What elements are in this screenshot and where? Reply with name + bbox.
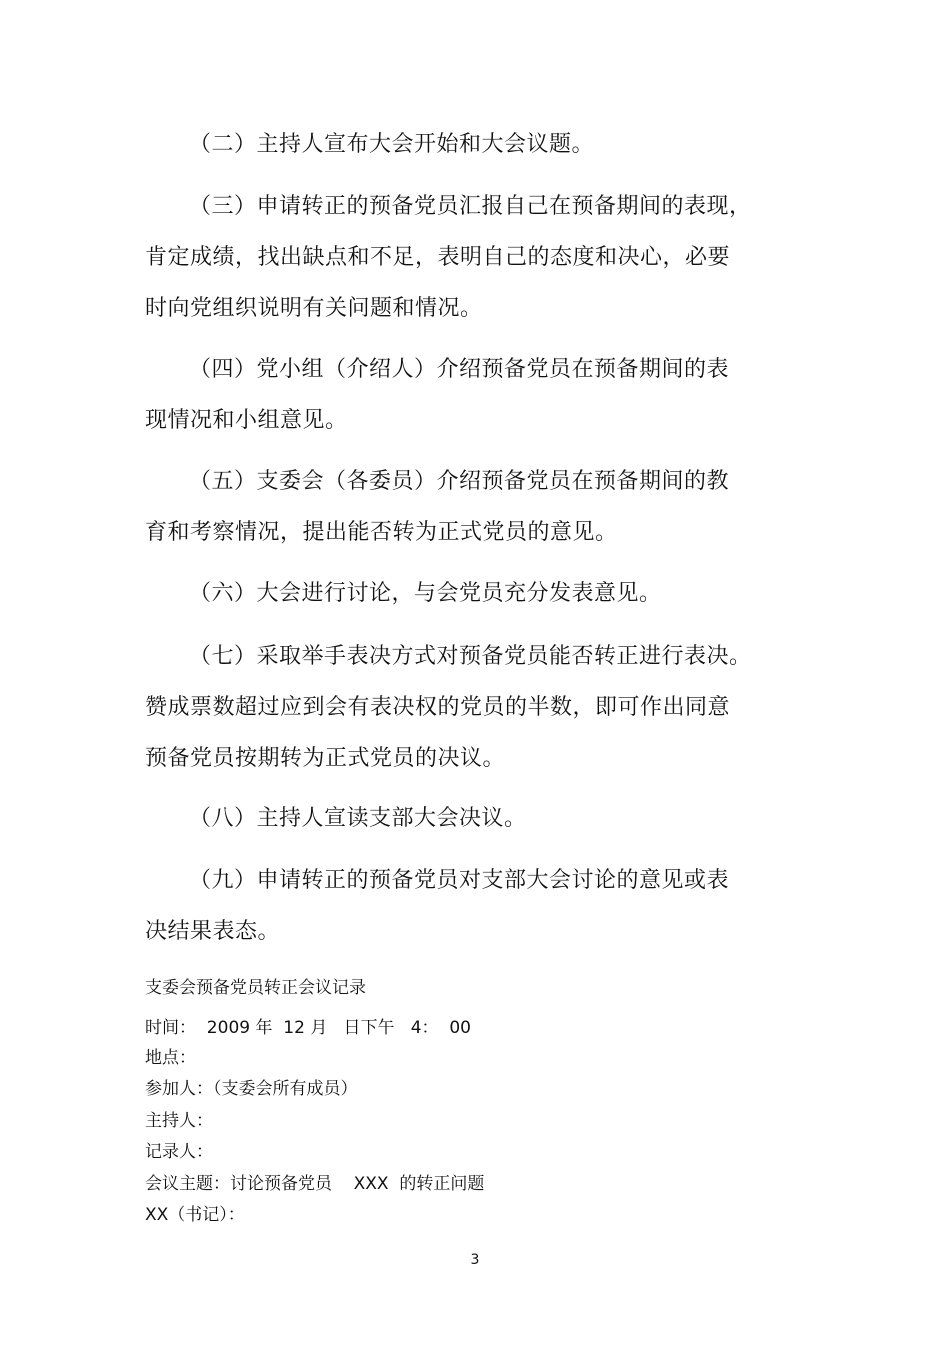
text-line: 肯定成绩，找出缺点和不足，表明自己的态度和决心，必要 <box>145 245 731 270</box>
paragraph-3 <box>145 181 785 334</box>
text-line: （四）党小组（介绍人）介绍预备党员在预备期间的表 <box>189 357 730 382</box>
text-line: （六）大会进行讨论，与会党员充分发表意见。 <box>189 581 662 606</box>
text-line: 现情况和小组意见。 <box>145 408 348 433</box>
text-line: 赞成票数超过应到会有表决权的党员的半数，即可作出同意 <box>145 695 731 720</box>
paragraph-5 <box>145 456 785 558</box>
record-host: 主持人： <box>145 1111 213 1131</box>
paragraph-6 <box>145 568 785 619</box>
paragraph-4 <box>145 344 785 446</box>
text-line: （九）申请转正的预备党员对支部大会讨论的意见或表 <box>189 868 730 893</box>
record-time: 时间： 2009 年 12 月 日下午 4： 00 <box>145 1018 471 1038</box>
paragraph-9 <box>145 855 785 957</box>
paragraph-2 <box>145 119 785 170</box>
text-line: （三）申请转正的预备党员汇报自己在预备期间的表现， <box>189 194 752 219</box>
text-line: 决结果表态。 <box>145 919 281 944</box>
record-topic: 会议主题：讨论预备党员 XXX 的转正问题 <box>145 1174 485 1194</box>
record-place: 地点： <box>145 1048 196 1068</box>
record-speaker: XX（书记）： <box>145 1205 245 1225</box>
page-number: 3 <box>470 1252 480 1268</box>
record-attendees: 参加人：（支委会所有成员） <box>145 1079 358 1099</box>
paragraph-7 <box>145 631 785 784</box>
paragraph-8 <box>145 793 785 844</box>
text-line: 时向党组织说明有关问题和情况。 <box>145 296 483 321</box>
record-recorder: 记录人： <box>145 1142 213 1162</box>
text-line: 预备党员按期转为正式党员的决议。 <box>145 746 506 771</box>
text-line: （二）主持人宣布大会开始和大会议题。 <box>189 132 595 157</box>
text-line: （七）采取举手表决方式对预备党员能否转正进行表决。 <box>189 644 752 669</box>
text-line: （五）支委会（各委员）介绍预备党员在预备期间的教 <box>189 469 730 494</box>
text-line: （八）主持人宣读支部大会决议。 <box>189 806 527 831</box>
text-line: 育和考察情况，提出能否转为正式党员的意见。 <box>145 520 618 545</box>
record-title: 支委会预备党员转正会议记录 <box>145 978 366 998</box>
